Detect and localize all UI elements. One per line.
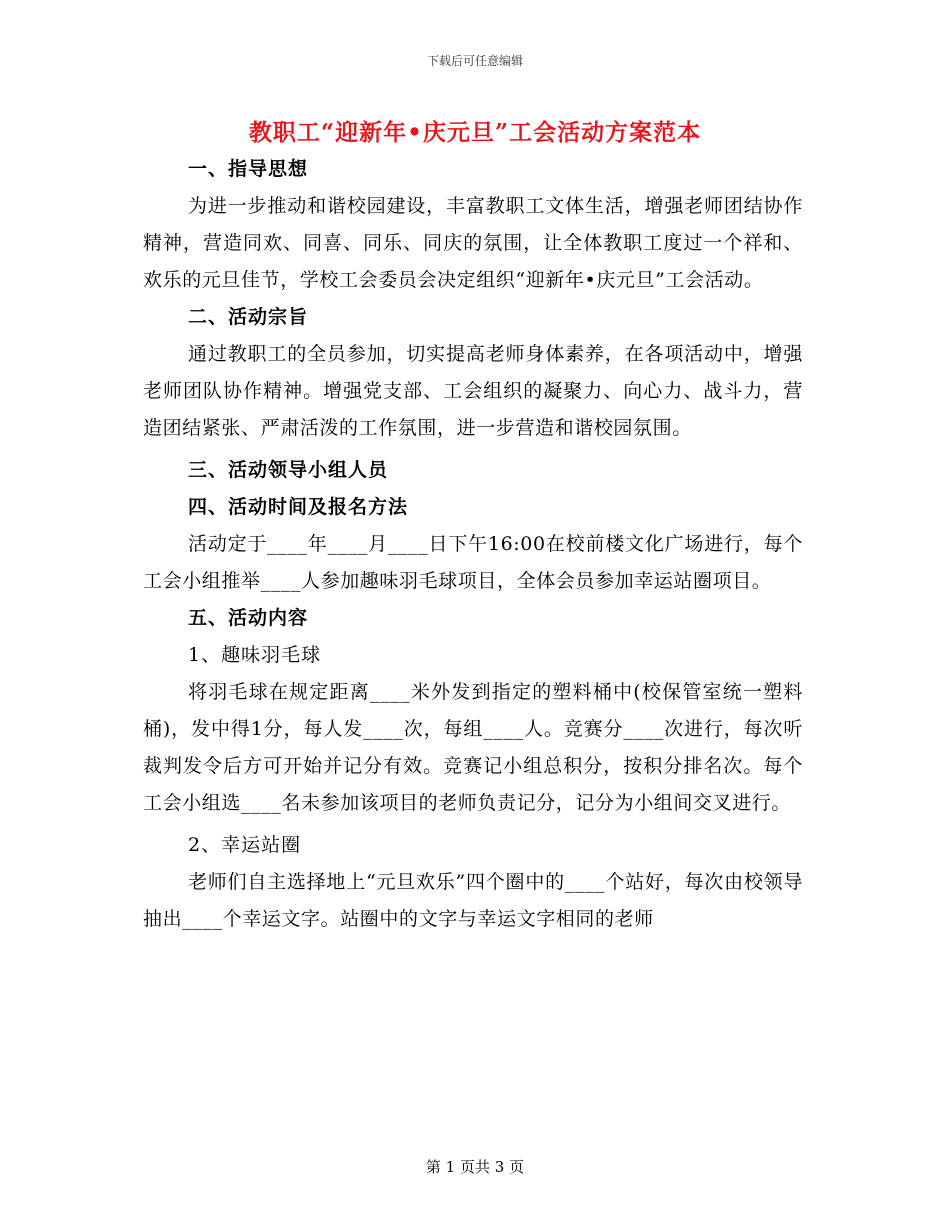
sub-heading-badminton: 1、趣味羽毛球: [188, 644, 322, 666]
header-note: 下载后可任意编辑: [426, 54, 523, 68]
paragraph-purpose: 通过教职工的全员参加，切实提高老师身体素养，在各项活动中，增强老师团队协作精神。增强党支部、工会组织的凝聚力、向心力、战斗力，营造团结紧张、严肃活泼的工作氛围，进一步营造和谐校园氛围。: [143, 343, 803, 439]
paragraph-time-registration: 活动定于____年____月____日下午16:00在校前楼文化广场进行，每个工会小组推举____人参加趣味羽毛球项目，全体会员参加幸运站圈项目。: [143, 533, 803, 592]
page-footer: 第 1 页共 3 页: [425, 1158, 525, 1176]
sub-heading-lucky-circle: 2、幸运站圈: [188, 834, 302, 856]
section-heading-time-registration: 四、活动时间及报名方法: [188, 496, 409, 518]
section-heading-purpose: 二、活动宗旨: [188, 306, 309, 328]
section-heading-leadership-group: 三、活动领导小组人员: [188, 459, 389, 481]
paragraph-guiding-ideology: 为进一步推动和谐校园建设，丰富教职工文体生活，增强老师团结协作精神，营造同欢、同喜、同乐、同庆的氛围，让全体教职工度过一个祥和、欢乐的元旦佳节，学校工会委员会决定组织“迎新年•庆元旦”工会活动。: [143, 195, 803, 291]
document-title: 教职工“迎新年•庆元旦”工会活动方案范本: [248, 119, 702, 146]
section-heading-activity-content: 五、活动内容: [188, 607, 309, 629]
section-heading-guiding-ideology: 一、指导思想: [188, 158, 309, 180]
paragraph-lucky-circle: 老师们自主选择地上“元旦欢乐”四个圈中的____个站好，每次由校领导抽出____个幸运文字。站圈中的文字与幸运文字相同的老师: [143, 871, 803, 930]
paragraph-badminton: 将羽毛球在规定距离____米外发到指定的塑料桶中(校保管室统一塑料桶)，发中得1分，每人发____次，每组____人。竞赛分____次进行，每次听裁判发令后方可开始并记分有效。竞赛记小组总积分，按积分排名次。每个工会小组选____名未参加该项目的老师负责记分，记分为小组间交叉进行。: [143, 681, 803, 814]
document-body: [143, 151, 803, 938]
